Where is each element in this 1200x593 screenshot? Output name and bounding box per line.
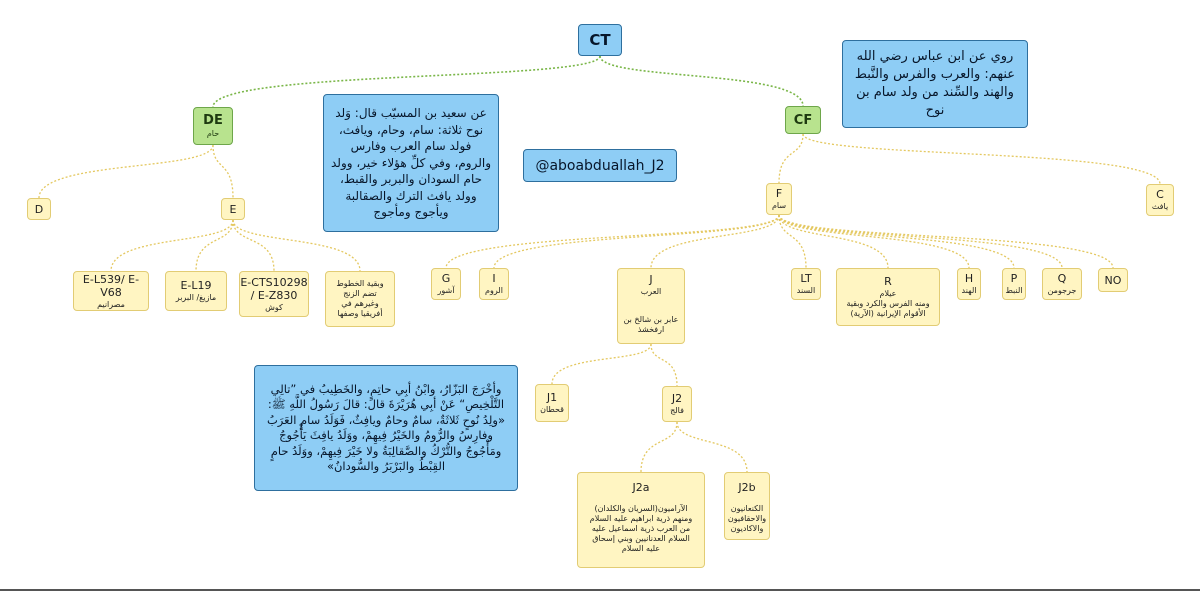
connector-f-j (651, 215, 779, 268)
node-d-label: D (34, 202, 44, 216)
note-ibn-abbas-text: روي عن ابن عباس رضي الله عنهم: والعرب والفرس والنَّبط والهند والسِّند من ولد سام بن نوح (854, 49, 1016, 118)
node-p[interactable] (1002, 268, 1026, 300)
connector-e-cts (233, 220, 274, 271)
node-f-label: F (775, 187, 783, 200)
node-j2-label: J2 (671, 392, 683, 405)
node-j2a-sub: الآراميون(السريان والكلدان) ومنهم ذرية ابراهيم عليه السلام من العرب ذرية اسماعيل عليه السلام العدنانيين وبني إسحاق عليه السلام (589, 504, 693, 553)
node-c-label: C (1156, 188, 1164, 201)
node-lt-sub: السند (796, 286, 816, 295)
node-lt[interactable] (791, 268, 821, 300)
node-e-label: E (229, 202, 237, 216)
node-i[interactable] (479, 268, 509, 300)
note-abu-hurairah (254, 365, 518, 491)
connector-f-h (779, 215, 969, 268)
node-e[interactable] (221, 198, 245, 220)
node-de-label: DE (203, 113, 223, 128)
node-e-l539[interactable] (73, 271, 149, 311)
node-e-l19-sub: مازيغ/ البربر (175, 293, 217, 302)
connector-ct-cf (600, 56, 803, 106)
node-r[interactable] (836, 268, 940, 326)
node-e-rest-sub: وبقية الخطوط تضم الزنج وغيرهم في أفريقيا وصفها (336, 279, 384, 318)
note-abu-hurairah-text: وأخْرَجَ البَزّارُ، وابْنُ أبِي حاتِمٍ، والخَطِيبُ في ”تالِي التَّلْخِيصِ“ عَنْ أبِي هُرَيْرَةَ قالَ: قالَ رَسُولُ اللَّهِ ﷺ: «ولِدُ نُوحٍ ثَلاثَةٌ، سامٌ وحامٌ ويافِثٌ، فَوَلَدُ سامٍ العَرَبُ وفارِسُ والرُّومُ والخَيْرُ فِيهِمْ، ووَلَدُ يافِثَ يَأْجُوجُ ومَأْجُوجُ والتُّرْكُ والصَّقالِبَةُ ولا خَيْرَ فِيهِمْ، ووَلَدُ حامٍ القِبْطُ والبَرْبَرُ والسُّودانُ» (266, 381, 506, 473)
root-node-ct[interactable] (578, 24, 622, 56)
connector-de-e (213, 145, 233, 198)
node-f[interactable] (766, 183, 792, 215)
node-r-sub2: ومنه الفرس والكرد وبقية الأقوام الإيرانية (الآرية) (846, 299, 930, 318)
connector-j2-j2a (641, 422, 677, 472)
node-i-sub: الروم (485, 286, 503, 295)
node-e-l19-label: E-L19 (180, 279, 212, 292)
node-e-cts10298-sub: كوش (265, 302, 283, 312)
node-h-sub: الهند (961, 286, 977, 295)
connector-e-l539 (111, 220, 233, 271)
node-e-rest[interactable] (325, 271, 395, 327)
node-de-sub: حام (206, 129, 220, 138)
node-h[interactable] (957, 268, 981, 300)
node-q-label: Q (1057, 272, 1067, 285)
node-g[interactable] (431, 268, 461, 300)
node-e-l539-sub: مصرانيم (97, 299, 125, 309)
node-i-label: I (492, 272, 496, 285)
node-j1-sub: قحطان (540, 405, 564, 414)
connector-j2-j2b (677, 422, 747, 472)
connector-f-i (494, 215, 779, 268)
connector-f-p (779, 215, 1014, 268)
node-e-cts10298-label: E-CTS10298 / E-Z830 (240, 275, 308, 302)
node-p-label: P (1010, 272, 1018, 285)
handle-box (523, 149, 677, 182)
node-lt-label: LT (800, 272, 812, 285)
node-h-label: H (964, 272, 974, 285)
connector-cf-f (779, 134, 803, 183)
node-j2a-label: J2a (632, 481, 650, 494)
node-c-sub: يافث (1151, 202, 1169, 211)
bottom-divider (0, 589, 1200, 591)
node-e-cts10298[interactable] (239, 271, 309, 317)
node-cf-label: CF (793, 112, 813, 128)
node-r-label: R (884, 275, 892, 288)
node-q[interactable] (1042, 268, 1082, 300)
connector-j-j2 (651, 344, 677, 386)
node-j[interactable] (617, 268, 685, 344)
node-j-sub: العرب (640, 287, 662, 296)
node-d[interactable] (27, 198, 51, 220)
connector-cf-c (803, 134, 1160, 184)
node-j2[interactable] (662, 386, 692, 422)
node-g-label: G (441, 272, 451, 285)
node-de[interactable] (193, 107, 233, 145)
node-cf[interactable] (785, 106, 821, 134)
node-e-l19[interactable] (165, 271, 227, 311)
node-e-l539-label: E-L539/ E-V68 (82, 272, 140, 299)
node-c[interactable] (1146, 184, 1174, 216)
node-j2b[interactable] (724, 472, 770, 540)
node-no[interactable] (1098, 268, 1128, 292)
node-q-sub: جرجومن (1047, 286, 1077, 295)
connector-f-r (779, 215, 888, 268)
note-ibn-abbas (842, 40, 1028, 128)
node-j-sub2: عابر بن شالخ بن ارفخشذ (623, 315, 679, 334)
node-g-sub: آشور (437, 286, 455, 295)
node-no-label: NO (1104, 273, 1122, 287)
node-j-label: J (649, 273, 653, 286)
connector-de-d (39, 145, 213, 198)
node-j2b-label: J2b (738, 481, 756, 494)
root-label: CT (589, 30, 611, 49)
node-j2b-sub: الكنعانيون والاحقافيون والاكاديون (727, 504, 767, 533)
node-j1[interactable] (535, 384, 569, 422)
note-ibn-musayyib (323, 94, 499, 232)
node-j2a[interactable] (577, 472, 705, 568)
node-r-sub: عيلام (879, 289, 897, 298)
connector-f-q (779, 215, 1062, 268)
connector-j-j1 (552, 344, 651, 384)
note-ibn-musayyib-text: عن سعيد بن المسيّب قال: وَلد نوح ثلاثة: سام، وحام، ويافث، فولد سام العرب وفارس والروم، وفي كلِّ هؤلاء خير، وولد حام السودان والبربر والقبط، وولد يافث الترك والصقالبة ويأجوج ومأجوج (330, 106, 491, 220)
node-j1-label: J1 (546, 391, 558, 404)
node-f-sub: سام (771, 201, 787, 210)
node-p-sub: النبط (1005, 286, 1023, 295)
node-j2-sub: فالج (670, 406, 684, 415)
connector-f-no (779, 215, 1113, 268)
handle-text: @aboabduallah_J2 (535, 157, 665, 174)
